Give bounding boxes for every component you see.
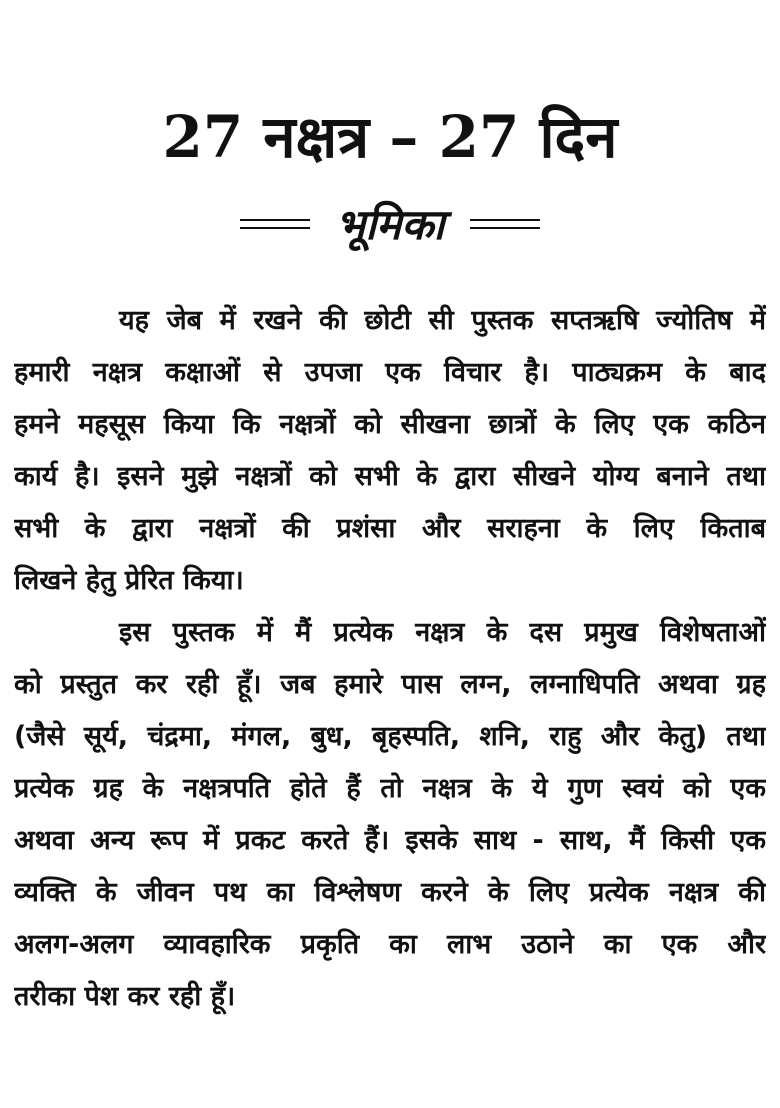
- text-line: अलग-अलग व्यावहारिक प्रकृति का लाभ उठाने का एक और: [14, 929, 766, 960]
- text-line: (जैसे सूर्य, चंद्रमा, मंगल, बुध, बृहस्पति, शनि, राहु और केतु) तथा: [14, 721, 766, 752]
- text-line: को प्रस्तुत कर रही हूँ। जब हमारे पास लग्न, लग्नाधिपति अथवा ग्रह: [14, 669, 766, 700]
- body-text: [14, 295, 766, 1023]
- text-line: सभी के द्वारा नक्षत्रों की प्रशंसा और सराहना के लिए किताब: [14, 513, 766, 544]
- text-line: व्यक्ति के जीवन पथ का विश्लेषण करने के लिए प्रत्येक नक्षत्र की: [14, 877, 766, 908]
- double-rule-left: [240, 219, 310, 229]
- text-line: हमारी नक्षत्र कक्षाओं से उपजा एक विचार है। पाठ्यक्रम के बाद: [14, 357, 766, 388]
- section-heading: [0, 195, 780, 252]
- page-title: 27 नक्षत्र – 27 दिन: [162, 103, 618, 171]
- text-line: कार्य है। इसने मुझे नक्षत्रों को सभी के द्वारा सीखने योग्य बनाने तथा: [14, 461, 766, 492]
- text-line: यह जेब में रखने की छोटी सी पुस्तक सप्तऋषि ज्योतिष में: [119, 305, 766, 336]
- text-line: प्रत्येक ग्रह के नक्षत्रपति होते हैं तो नक्षत्र के ये गुण स्वयं को एक: [14, 773, 766, 804]
- text-line: तरीका पेश कर रही हूँ।: [14, 981, 236, 1012]
- text-line: इस पुस्तक में मैं प्रत्येक नक्षत्र के दस प्रमुख विशेषताओं: [119, 617, 766, 648]
- text-line: अथवा अन्य रूप में प्रकट करते हैं। इसके साथ - साथ, मैं किसी एक: [14, 825, 766, 856]
- text-line: लिखने हेतु प्रेरित किया।: [14, 565, 244, 596]
- double-rule-right: [470, 219, 540, 229]
- text-line: हमने महसूस किया कि नक्षत्रों को सीखना छात्रों के लिए एक कठिन: [14, 409, 766, 440]
- section-title: भूमिका: [335, 200, 445, 249]
